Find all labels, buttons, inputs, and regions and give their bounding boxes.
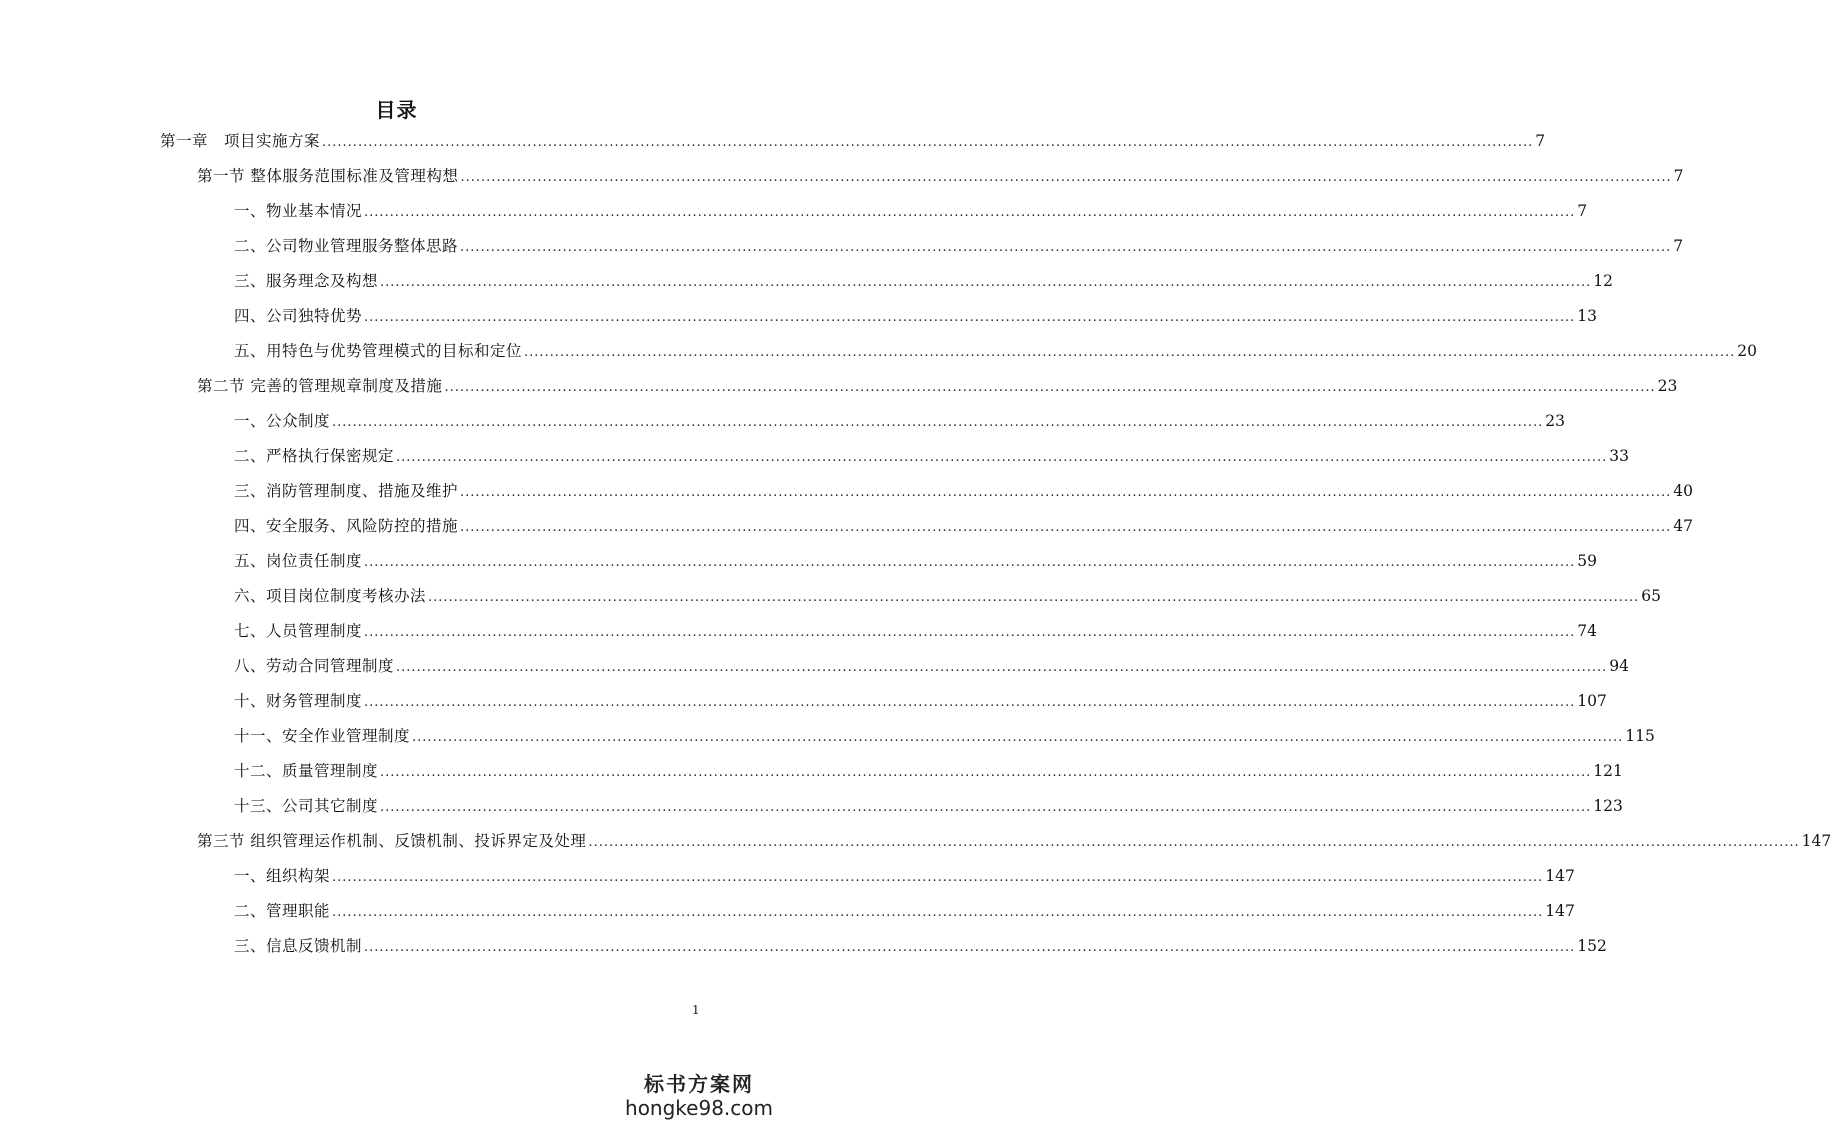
toc-entry[interactable] — [234, 443, 1629, 469]
toc-entry-page: 7 — [1673, 167, 1684, 185]
leader-dots: ............................................................................................................................................................................................................................................ — [412, 730, 1624, 745]
toc-entry-label: 第一节 整体服务范围标准及管理构想 — [197, 167, 459, 185]
toc-entry-label: 六、项目岗位制度考核办法 — [234, 587, 427, 605]
leader-dots: ............................................................................................................................................................................................................................................ — [460, 485, 1672, 500]
toc-entry-section-1[interactable] — [197, 163, 1684, 189]
toc-entry-label: 四、公司独特优势 — [234, 307, 363, 325]
toc-entry[interactable] — [234, 303, 1597, 329]
toc-entry-page: 7 — [1673, 237, 1684, 255]
toc-entry-label: 二、公司物业管理服务整体思路 — [234, 237, 459, 255]
toc-entry-page: 147 — [1545, 867, 1575, 885]
toc-entry-label: 三、服务理念及构想 — [234, 272, 379, 290]
toc-entry[interactable] — [234, 548, 1597, 574]
toc-entry-page: 123 — [1593, 797, 1623, 815]
leader-dots: ............................................................................................................................................................................................................................................ — [460, 240, 1672, 255]
toc-entry-page: 40 — [1673, 482, 1693, 500]
leader-dots: ............................................................................................................................................................................................................................................ — [396, 450, 1608, 465]
toc-entry-label: 一、物业基本情况 — [234, 202, 363, 220]
toc-entry-page: 23 — [1657, 377, 1678, 395]
toc-entry-label: 第三节 组织管理运作机制、反馈机制、投诉界定及处理 — [197, 832, 587, 850]
leader-dots: ............................................................................................................................................................................................................................................ — [588, 835, 1800, 850]
leader-dots: ............................................................................................................................................................................................................................................ — [332, 905, 1544, 920]
leader-dots: ............................................................................................................................................................................................................................................ — [332, 870, 1544, 885]
toc-entry[interactable] — [234, 618, 1597, 644]
toc-entry-label: 一、组织构架 — [234, 867, 331, 885]
toc-entry-label: 第一章 项目实施方案 — [160, 132, 321, 150]
toc-entry-page: 23 — [1545, 412, 1565, 430]
toc-entry[interactable] — [234, 513, 1693, 539]
leader-dots: ............................................................................................................................................................................................................................................ — [396, 660, 1608, 675]
toc-entry[interactable] — [234, 758, 1623, 784]
toc-entry-label: 二、管理职能 — [234, 902, 331, 920]
toc-entry-page: 33 — [1609, 447, 1629, 465]
toc-entry[interactable] — [234, 793, 1623, 819]
toc-entry[interactable] — [234, 933, 1607, 959]
toc-entry-page: 47 — [1673, 517, 1693, 535]
toc-entry-label: 五、岗位责任制度 — [234, 552, 363, 570]
toc-entry-page: 115 — [1625, 727, 1655, 745]
toc-entry-label: 二、严格执行保密规定 — [234, 447, 395, 465]
toc-entry[interactable] — [234, 233, 1684, 259]
watermark-url: hongke98.com — [625, 1096, 773, 1120]
leader-dots: ............................................................................................................................................................................................................................................ — [322, 135, 1534, 150]
toc-entry-page: 20 — [1737, 342, 1757, 360]
leader-dots: ............................................................................................................................................................................................................................................ — [524, 345, 1736, 360]
leader-dots: ............................................................................................................................................................................................................................................ — [460, 170, 1672, 185]
toc-entry-chapter-1[interactable] — [160, 128, 1546, 154]
toc-entry[interactable] — [234, 863, 1575, 889]
toc-entry-label: 十二、质量管理制度 — [234, 762, 379, 780]
toc-entry-page: 7 — [1577, 202, 1588, 220]
toc-entry-page: 65 — [1641, 587, 1661, 605]
toc-entry-label: 四、安全服务、风险防控的措施 — [234, 517, 459, 535]
leader-dots: ............................................................................................................................................................................................................................................ — [332, 415, 1544, 430]
toc-entry[interactable] — [234, 338, 1757, 364]
toc-entry[interactable] — [234, 898, 1575, 924]
toc-entry[interactable] — [234, 198, 1588, 224]
toc-entry-label: 一、公众制度 — [234, 412, 331, 430]
leader-dots: ............................................................................................................................................................................................................................................ — [364, 205, 1576, 220]
toc-entry-label: 十三、公司其它制度 — [234, 797, 379, 815]
toc-entry-label: 八、劳动合同管理制度 — [234, 657, 395, 675]
toc-entry-section-2[interactable] — [197, 373, 1678, 399]
toc-entry[interactable] — [234, 723, 1655, 749]
toc-entry-page: 121 — [1593, 762, 1623, 780]
watermark — [625, 1068, 773, 1119]
toc-entry[interactable] — [234, 478, 1693, 504]
leader-dots: ............................................................................................................................................................................................................................................ — [364, 940, 1576, 955]
toc-entry-page: 152 — [1577, 937, 1607, 955]
toc-entry-label: 十、财务管理制度 — [234, 692, 363, 710]
leader-dots: ............................................................................................................................................................................................................................................ — [380, 275, 1592, 290]
leader-dots: ............................................................................................................................................................................................................................................ — [364, 625, 1576, 640]
page-number: 1 — [692, 1003, 700, 1017]
toc-entry-page: 94 — [1609, 657, 1629, 675]
toc-entry-label: 五、用特色与优势管理模式的目标和定位 — [234, 342, 523, 360]
toc-entry-page: 147 — [1801, 832, 1831, 850]
leader-dots: ............................................................................................................................................................................................................................................ — [428, 590, 1640, 605]
toc-entry-label: 七、人员管理制度 — [234, 622, 363, 640]
leader-dots: ............................................................................................................................................................................................................................................ — [364, 555, 1576, 570]
toc-entry-page: 107 — [1577, 692, 1607, 710]
leader-dots: ............................................................................................................................................................................................................................................ — [380, 800, 1592, 815]
toc-entry[interactable] — [234, 268, 1613, 294]
toc-entry-page: 12 — [1593, 272, 1613, 290]
toc-entry-page: 74 — [1577, 622, 1597, 640]
toc-entry-page: 13 — [1577, 307, 1597, 325]
toc-entry[interactable] — [234, 408, 1565, 434]
watermark-text: 标书方案网 — [644, 1072, 754, 1096]
toc-entry-label: 十一、安全作业管理制度 — [234, 727, 411, 745]
leader-dots: ............................................................................................................................................................................................................................................ — [364, 695, 1576, 710]
toc-entry-label: 三、消防管理制度、措施及维护 — [234, 482, 459, 500]
toc-entry-page: 59 — [1577, 552, 1597, 570]
toc-entry-label: 第二节 完善的管理规章制度及措施 — [197, 377, 443, 395]
toc-entry-page: 147 — [1545, 902, 1575, 920]
leader-dots: ............................................................................................................................................................................................................................................ — [460, 520, 1672, 535]
toc-entry-page: 7 — [1535, 132, 1546, 150]
toc-entry[interactable] — [234, 583, 1661, 609]
toc-title: 目录 — [375, 98, 418, 122]
toc-entry-label: 三、信息反馈机制 — [234, 937, 363, 955]
toc-entry-section-3[interactable] — [197, 828, 1831, 854]
leader-dots: ............................................................................................................................................................................................................................................ — [364, 310, 1576, 325]
leader-dots: ............................................................................................................................................................................................................................................ — [380, 765, 1592, 780]
leader-dots: ............................................................................................................................................................................................................................................ — [444, 380, 1656, 395]
toc-entry[interactable] — [234, 688, 1607, 714]
toc-entry[interactable] — [234, 653, 1629, 679]
